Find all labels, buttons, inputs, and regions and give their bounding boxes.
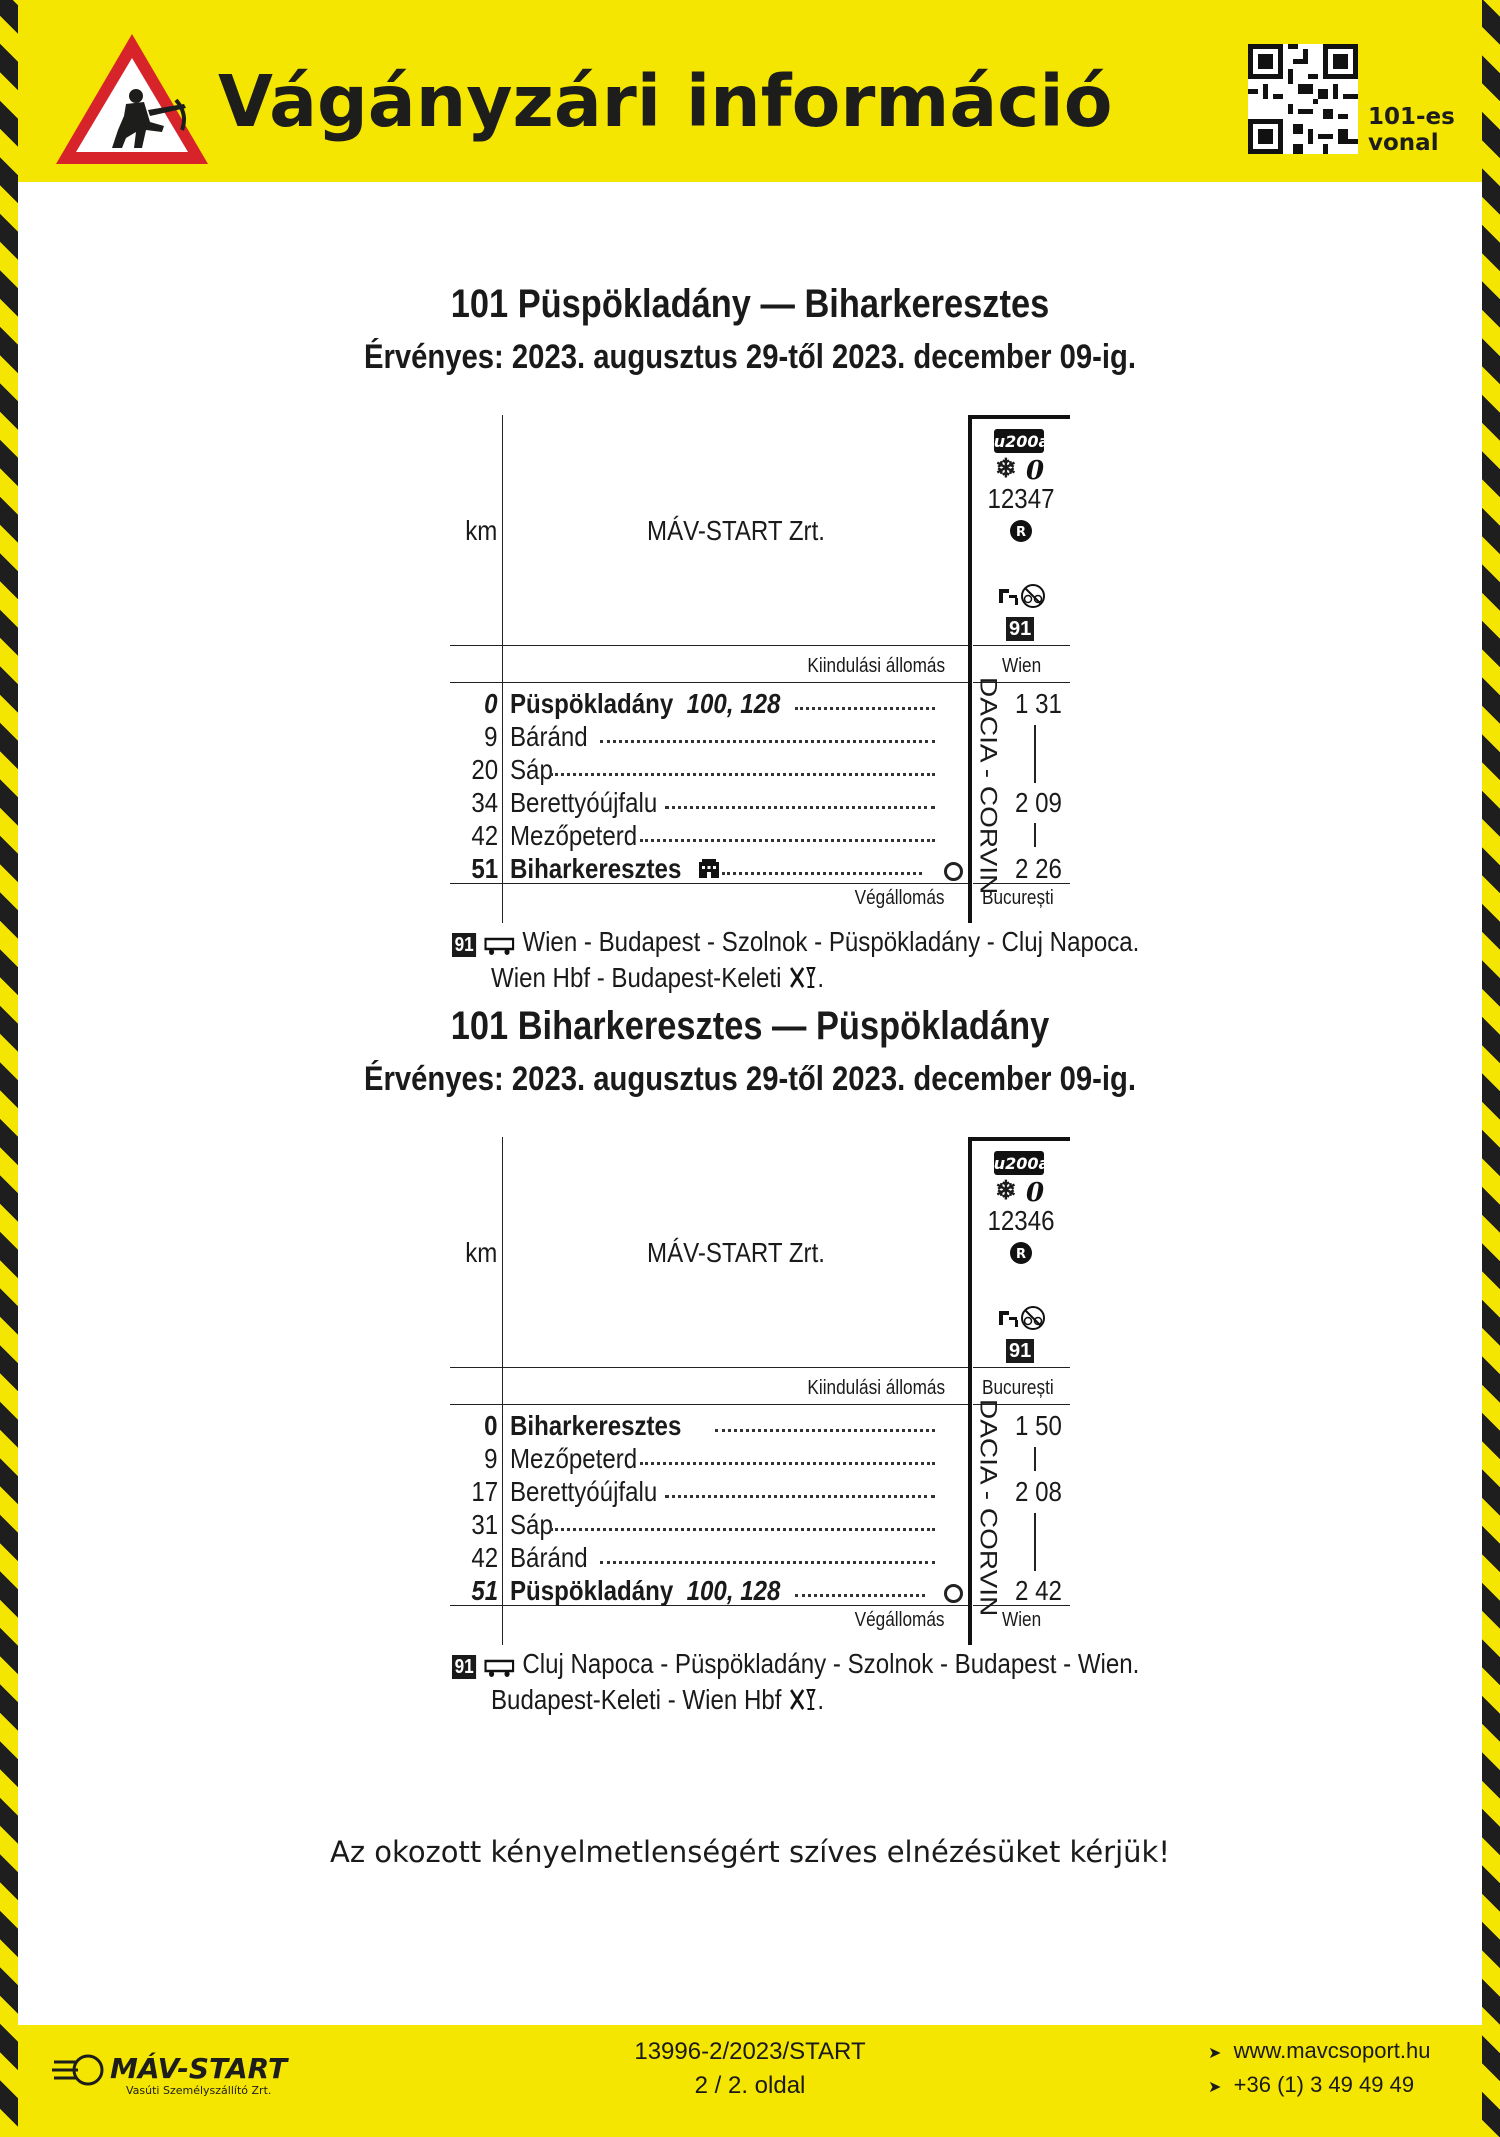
train-note: 91 Wien - Budapest - Szolnok - Püspökladány - Cluj Napoca. <box>452 924 1139 960</box>
worker-warning-icon <box>52 30 212 170</box>
reservation-icon <box>1024 456 1048 486</box>
station-row: 51 Püspökladány 100, 128 2 42 <box>471 1575 1062 1606</box>
train-category-icon <box>976 1150 1062 1176</box>
origin-value: București <box>982 1377 1054 1399</box>
route-box: 91 <box>1006 1339 1034 1363</box>
dest-value: Wien <box>1002 1609 1042 1631</box>
validity-text: Érvényes: 2023. augusztus 29-től 2023. december 09-ig. <box>364 1060 1136 1098</box>
dining-icon <box>788 965 817 991</box>
phone-number[interactable]: ➤ +36 (1) 3 49 49 49 <box>1208 2072 1415 2097</box>
timetable <box>450 415 1070 923</box>
pass-line <box>1034 725 1036 783</box>
origin-value: Wien <box>1002 655 1042 677</box>
station-row: 9 Mezőpeterd <box>450 1443 1070 1476</box>
station-row: 34 Berettyóújfalu 2 09 <box>471 787 1062 818</box>
train-number: 12347 <box>987 483 1055 514</box>
route-box: 91 <box>1006 617 1034 641</box>
svg-text:Vasúti Személyszállító Zrt.: Vasúti Személyszállító Zrt. <box>126 2084 272 2097</box>
apology-text: Az okozott kényelmetlenségért szíves elnézésüket kérjük! <box>330 1835 1170 1869</box>
origin-label: Kiindulási állomás <box>807 655 945 677</box>
train-name: DACIA - CORVIN <box>975 1399 1002 1617</box>
svg-text:E\u200aC: E\u200aC <box>976 1154 1062 1173</box>
section-title: 101 Püspökladány — Biharkeresztes <box>450 282 1050 326</box>
origin-label: Kiindulási állomás <box>807 1377 945 1399</box>
train-category-icon <box>976 428 1062 454</box>
svg-text:E\u200aC: E\u200aC <box>976 432 1062 451</box>
station-row: 9 Báránd <box>450 721 1070 754</box>
station-row: 31 Sáp <box>450 1509 1070 1542</box>
train-note-2: Budapest-Keleti - Wien Hbf . <box>491 1684 825 1715</box>
station-row: 51 Biharkeresztes 2 26 <box>471 853 1062 884</box>
km-header: km <box>464 515 497 546</box>
document-number: 13996-2/2023/START <box>634 2038 866 2065</box>
validity-text: Érvényes: 2023. augusztus 29-től 2023. december 09-ig. <box>364 338 1136 376</box>
dest-label: Végállomás <box>855 887 945 909</box>
svg-text:R: R <box>1015 525 1027 540</box>
ac-snowflake-icon: ❄ <box>995 453 1017 483</box>
pass-line <box>1034 1447 1036 1471</box>
through-car-icon <box>483 1655 516 1679</box>
operator-name: MÁV-START Zrt. <box>647 1237 825 1268</box>
website-link[interactable]: ➤ www.mavcsoport.hu <box>1208 2038 1431 2063</box>
pass-line <box>1034 823 1036 847</box>
page-number: 2 / 2. oldal <box>694 2072 806 2099</box>
station-row: 20 Sáp <box>450 754 1070 787</box>
pass-line <box>1034 1513 1036 1571</box>
station-row: 42 Báránd <box>450 1542 1070 1575</box>
train-note: 91 Cluj Napoca - Püspökladány - Szolnok - Budapest - Wien. <box>452 1646 1139 1682</box>
station-row: 0 Biharkeresztes 1 50 <box>484 1410 1062 1441</box>
through-car-icon <box>483 933 516 957</box>
section-title: 101 Biharkeresztes — Püspökladány <box>450 1004 1050 1048</box>
timetable <box>450 1137 1070 1645</box>
reserved-seat-icon <box>1009 1241 1033 1265</box>
ac-snowflake-icon: ❄ <box>995 1175 1017 1205</box>
wheelchair-bicycle-icon <box>995 1305 1047 1331</box>
reservation-icon <box>1024 1178 1048 1208</box>
station-row: 42 Mezőpeterd <box>450 820 1070 853</box>
operator-name: MÁV-START Zrt. <box>647 515 825 546</box>
train-number: 12346 <box>987 1205 1055 1236</box>
wheelchair-bicycle-icon <box>995 583 1047 609</box>
dest-label: Végállomás <box>855 1609 945 1631</box>
train-name: DACIA - CORVIN <box>975 677 1002 895</box>
station-building-icon <box>698 858 720 880</box>
line-label-2: vonal <box>1368 130 1439 156</box>
svg-text:R: R <box>1015 1247 1027 1262</box>
reserved-seat-icon <box>1009 519 1033 543</box>
arrow-icon: ➤ <box>1208 2045 1222 2062</box>
svg-text:MÁV-START: MÁV-START <box>110 2052 288 2085</box>
svg-text:0: 0 <box>1026 456 1045 486</box>
station-row: 17 Berettyóújfalu 2 08 <box>471 1476 1062 1507</box>
page-title: Vágányzári információ <box>218 60 1113 143</box>
dest-value: București <box>982 887 1054 909</box>
qr-code <box>1248 44 1358 154</box>
station-row: 0 Püspökladány 100, 128 1 31 <box>484 688 1062 719</box>
dining-icon <box>788 1687 817 1713</box>
km-header: km <box>464 1237 497 1268</box>
line-label-1: 101-es <box>1368 104 1455 130</box>
svg-text:0: 0 <box>1026 1178 1045 1208</box>
arrow-icon: ➤ <box>1208 2079 1222 2096</box>
train-note-2: Wien Hbf - Budapest-Keleti . <box>491 962 825 993</box>
